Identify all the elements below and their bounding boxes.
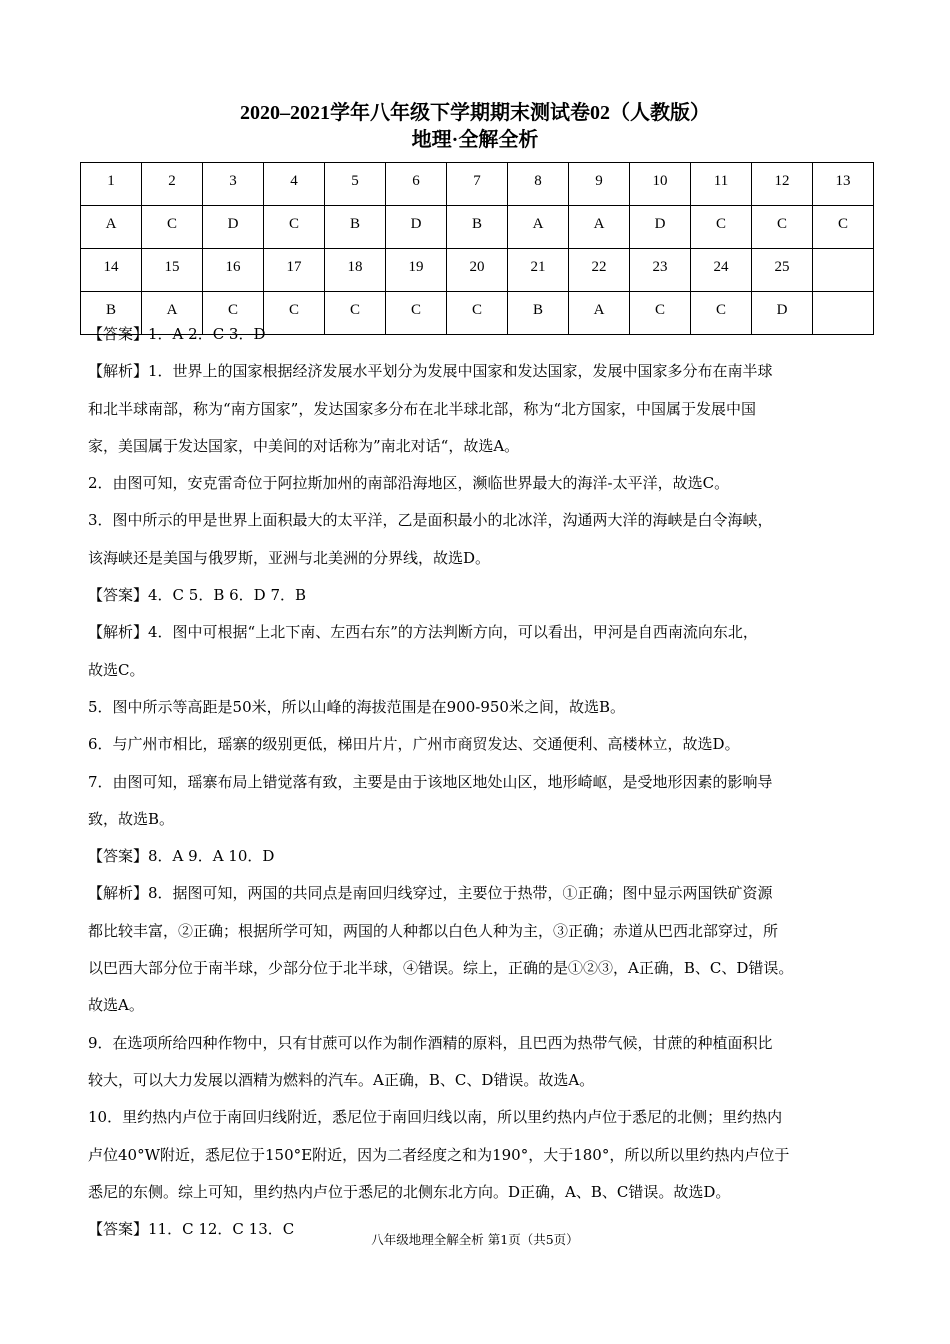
answer-cell: B bbox=[325, 206, 386, 249]
text-line: 【答案】4．C 5．B 6．D 7．B bbox=[88, 586, 307, 605]
answer-cell: C bbox=[630, 292, 691, 335]
text-line: 卢位40°W附近，悉尼位于150°E附近，因为二者经度之和为190°，大于180°，所以所以里约热内卢位于 bbox=[88, 1145, 790, 1164]
question-number-cell: 17 bbox=[264, 249, 325, 292]
answer-cell: C bbox=[264, 292, 325, 335]
text-line: 【解析】8．据图可知，两国的共同点是南回归线穿过，主要位于热带，①正确；图中显示两国铁矿资源 bbox=[88, 884, 773, 903]
text-line: 故选A。 bbox=[88, 996, 144, 1015]
question-number-row bbox=[81, 163, 874, 206]
answer-cell: D bbox=[386, 206, 447, 249]
question-number-cell: 22 bbox=[569, 249, 630, 292]
text-line: 7．由图可知，瑶寨布局上错觉落有致，主要是由于该地区地处山区，地形崎岖，是受地形因素的影响导 bbox=[88, 772, 773, 791]
text-line: 【答案】8．A 9．A 10．D bbox=[88, 847, 275, 866]
question-number-cell: 25 bbox=[752, 249, 813, 292]
question-number-cell: 21 bbox=[508, 249, 569, 292]
answer-cell: C bbox=[386, 292, 447, 335]
document-title: 2020–2021学年八年级下学期期末测试卷02（人教版） bbox=[240, 102, 710, 124]
text-line: 2．由图可知，安克雷奇位于阿拉斯加州的南部沿海地区，濒临世界最大的海洋-太平洋，故选C。 bbox=[88, 474, 730, 493]
answer-cell: B bbox=[81, 292, 142, 335]
text-line: 3．图中所示的甲是世界上面积最大的太平洋，乙是面积最小的北冰洋，沟通两大洋的海峡是白令海峡， bbox=[88, 511, 773, 530]
question-number-cell: 9 bbox=[569, 163, 630, 206]
question-number-cell: 14 bbox=[81, 249, 142, 292]
answer-cell: C bbox=[691, 206, 752, 249]
text-line: 致，故选B。 bbox=[88, 809, 175, 828]
question-number-cell: 2 bbox=[142, 163, 203, 206]
question-number-cell: 4 bbox=[264, 163, 325, 206]
question-number-cell: 15 bbox=[142, 249, 203, 292]
answer-cell: B bbox=[508, 292, 569, 335]
text-line: 和北半球南部，称为“南方国家”，发达国家多分布在北半球北部，称为“北方国家，中国属于发展中国 bbox=[88, 399, 757, 418]
answer-cell: C bbox=[142, 206, 203, 249]
text-line: 以巴西大部分位于南半球，少部分位于北半球，④错误。综上，正确的是①②③，A正确，B、C、D错误。 bbox=[88, 959, 794, 978]
question-number-cell: 23 bbox=[630, 249, 691, 292]
text-line: 【答案】1．A 2．C 3．D bbox=[88, 325, 266, 343]
answer-cell: C bbox=[325, 292, 386, 335]
text-line: 悉尼的东侧。综上可知，里约热内卢位于悉尼的北侧东北方向。D正确，A、B、C错误。故选D。 bbox=[88, 1182, 731, 1201]
question-number-cell: 20 bbox=[447, 249, 508, 292]
text-line: 【解析】1．世界上的国家根据经济发展水平划分为发展中国家和发达国家，发展中国家多分布在南半球 bbox=[88, 362, 773, 381]
question-number-cell: 6 bbox=[386, 163, 447, 206]
answer-cell: C bbox=[752, 206, 813, 249]
question-number-cell: 12 bbox=[752, 163, 813, 206]
text-line: 家，美国属于发达国家，中美间的对话称为”南北对话“，故选A。 bbox=[88, 436, 520, 455]
analysis-text bbox=[88, 316, 878, 1248]
document-subtitle: 地理·全解全析 bbox=[411, 129, 539, 151]
question-number-cell: 13 bbox=[813, 163, 874, 206]
text-line: 【解析】4．图中可根据“上北下南、左西右东”的方法判断方向，可以看出，甲河是自西南流向东北， bbox=[88, 623, 758, 642]
answer-cell: A bbox=[81, 206, 142, 249]
question-number-cell: 1 bbox=[81, 163, 142, 206]
answer-cell: C bbox=[264, 206, 325, 249]
answer-cell: D bbox=[203, 206, 264, 249]
answer-cell: D bbox=[630, 206, 691, 249]
question-number-cell: 10 bbox=[630, 163, 691, 206]
question-number-cell: 7 bbox=[447, 163, 508, 206]
text-line: 10．里约热内卢位于南回归线附近，悉尼位于南回归线以南，所以里约热内卢位于悉尼的北侧；里约热内 bbox=[88, 1108, 783, 1127]
question-number-cell: 5 bbox=[325, 163, 386, 206]
answer-cell: A bbox=[142, 292, 203, 335]
answer-cell: A bbox=[569, 206, 630, 249]
answer-cell: A bbox=[569, 292, 630, 335]
page-footer: 八年级地理全解全析 第1页（共5页） bbox=[371, 1232, 579, 1247]
text-line: 9．在选项所给四种作物中，只有甘蔗可以作为制作酒精的原料，且巴西为热带气候，甘蔗的种植面积比 bbox=[88, 1033, 773, 1052]
text-line: 都比较丰富，②正确；根据所学可知，两国的人种都以白色人种为主，③正确；赤道从巴西北部穿过，所 bbox=[88, 921, 779, 940]
text-line: 6．与广州市相比，瑶寨的级别更低，梯田片片，广州市商贸发达、交通便利、高楼林立，故选D。 bbox=[88, 735, 740, 754]
question-number-cell: 24 bbox=[691, 249, 752, 292]
answer-cell: C bbox=[691, 292, 752, 335]
question-number-cell: 18 bbox=[325, 249, 386, 292]
answer-row bbox=[81, 206, 874, 249]
text-line: 较大，可以大力发展以酒精为燃料的汽车。A正确，B、C、D错误。故选A。 bbox=[88, 1070, 595, 1089]
question-number-cell: 3 bbox=[203, 163, 264, 206]
text-line: 5．图中所示等高距是50米，所以山峰的海拔范围是在900-950米之间，故选B。 bbox=[88, 697, 625, 716]
question-number-cell: 19 bbox=[386, 249, 447, 292]
question-number-cell: 8 bbox=[508, 163, 569, 206]
answer-cell: C bbox=[447, 292, 508, 335]
answer-cell: A bbox=[508, 206, 569, 249]
answer-cell: B bbox=[447, 206, 508, 249]
question-number-cell: 16 bbox=[203, 249, 264, 292]
question-number-cell bbox=[813, 249, 874, 292]
text-line: 【答案】11．C 12．C 13．C bbox=[88, 1220, 295, 1239]
question-number-cell: 11 bbox=[691, 163, 752, 206]
question-number-row bbox=[81, 249, 874, 292]
answer-cell: D bbox=[752, 292, 813, 335]
answer-cell: C bbox=[203, 292, 264, 335]
text-line: 该海峡还是美国与俄罗斯，亚洲与北美洲的分界线，故选D。 bbox=[88, 548, 491, 567]
answer-cell: C bbox=[813, 206, 874, 249]
text-line: 故选C。 bbox=[88, 660, 145, 679]
answer-table bbox=[80, 162, 874, 335]
